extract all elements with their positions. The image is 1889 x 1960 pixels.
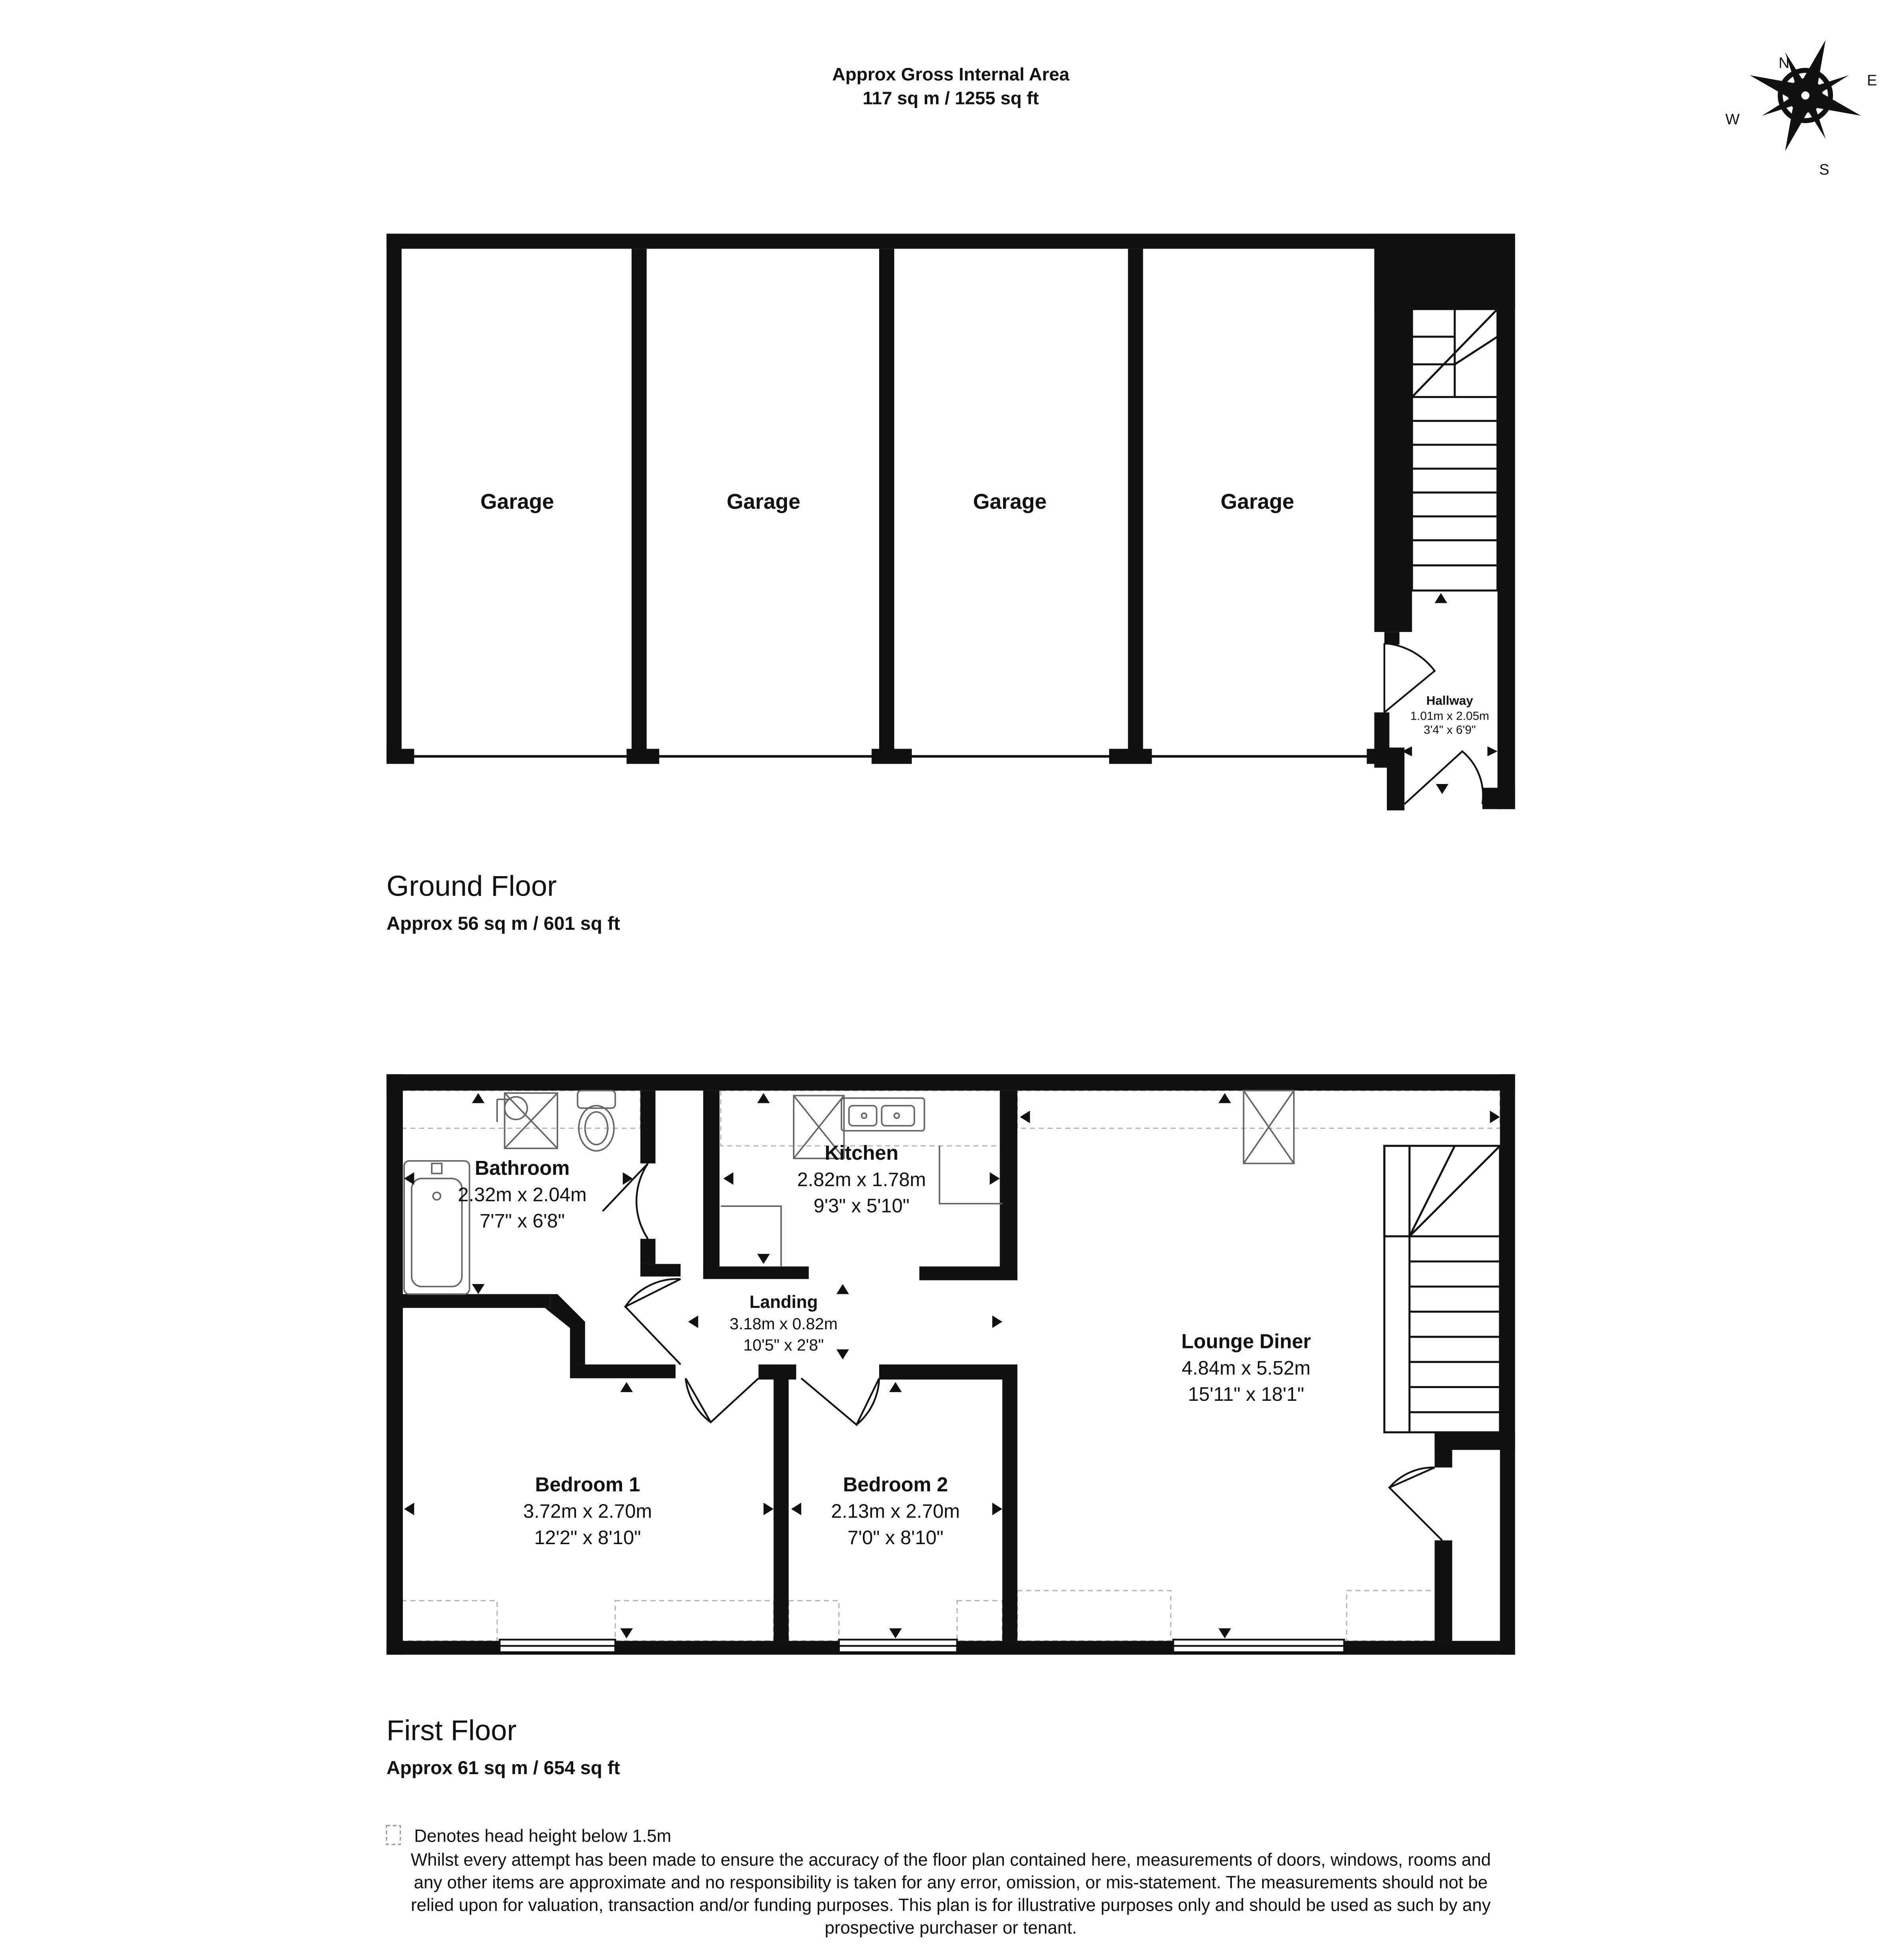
bedroom-2-imperial: 7'0" x 8'10": [847, 1527, 944, 1549]
disclaimer-line-2: any other items are approximate and no responsibility is taken for any error, omission, or mis-statement. The measurements should not be: [414, 1873, 1488, 1892]
bedroom-1-metric: 3.72m x 2.70m: [523, 1500, 652, 1522]
ground-floor-plan: [387, 234, 1515, 810]
first-floor-title: First Floor: [386, 1714, 517, 1747]
bedroom-1-name: Bedroom 1: [535, 1473, 640, 1496]
landing-imperial: 10'5" x 2'8": [743, 1336, 824, 1354]
kitchen-metric: 2.82m x 1.78m: [797, 1169, 926, 1191]
compass-rose-icon: [1730, 20, 1881, 171]
hallway-metric: 1.01m x 2.05m: [1410, 709, 1489, 723]
ground-floor-title: Ground Floor: [386, 870, 557, 902]
compass-north-label: N: [1778, 54, 1790, 71]
head-height-legend: Denotes head height below 1.5m: [414, 1826, 671, 1846]
compass-south-label: S: [1819, 161, 1829, 178]
garage-4-label: Garage: [1220, 490, 1294, 514]
compass-east-label: E: [1867, 72, 1877, 89]
head-height-legend-swatch-icon: [387, 1826, 400, 1844]
disclaimer-line-1: Whilst every attempt has been made to ensure the accuracy of the floor plan contained here, measurements of doors, windows, rooms and: [410, 1850, 1491, 1870]
ground-floor-area: Approx 56 sq m / 601 sq ft: [386, 913, 620, 934]
lounge-diner-imperial: 15'11" x 18'1": [1188, 1384, 1304, 1406]
bedroom-1-imperial: 12'2" x 8'10": [534, 1527, 641, 1549]
lounge-diner-metric: 4.84m x 5.52m: [1181, 1357, 1311, 1379]
kitchen-name: Kitchen: [824, 1141, 899, 1164]
bedroom-2-name: Bedroom 2: [843, 1473, 948, 1496]
gross-area-title: Approx Gross Internal Area: [832, 64, 1069, 85]
disclaimer-line-4: prospective purchaser or tenant.: [824, 1918, 1077, 1938]
bathroom-imperial: 7'7" x 6'8": [480, 1210, 565, 1232]
lounge-diner-name: Lounge Diner: [1181, 1330, 1311, 1353]
disclaimer-line-3: relied upon for valuation, transaction and/or funding purposes. This plan is for illustrative purposes only and should be used as such by any: [411, 1895, 1491, 1915]
bathroom-name: Bathroom: [475, 1156, 570, 1179]
landing-metric: 3.18m x 0.82m: [729, 1314, 838, 1333]
bedroom-2-metric: 2.13m x 2.70m: [831, 1500, 960, 1522]
hallway-name: Hallway: [1426, 693, 1473, 708]
first-floor-area: Approx 61 sq m / 654 sq ft: [386, 1757, 620, 1778]
hallway-imperial: 3'4" x 6'9": [1423, 723, 1476, 737]
kitchen-imperial: 9'3" x 5'10": [813, 1195, 910, 1217]
garage-3-label: Garage: [973, 490, 1047, 514]
compass-west-label: W: [1725, 111, 1740, 128]
landing-name: Landing: [749, 1292, 818, 1312]
garage-1-label: Garage: [480, 490, 554, 514]
garage-2-label: Garage: [727, 490, 800, 514]
gross-area-value: 117 sq m / 1255 sq ft: [862, 87, 1039, 108]
bathroom-metric: 2.32m x 2.04m: [458, 1184, 587, 1206]
